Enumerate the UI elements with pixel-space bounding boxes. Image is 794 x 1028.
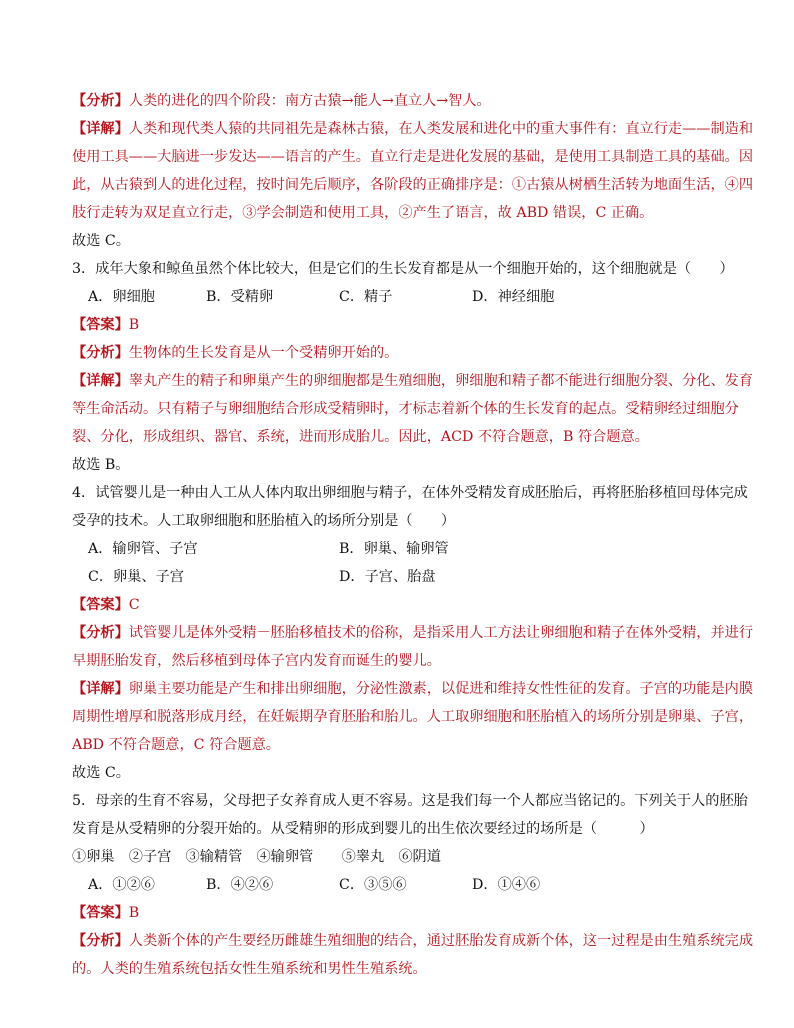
answer-tag: 【答案】: [72, 317, 129, 333]
q4-detail-line-3: ABD 不符合题意，C 符合题意。: [72, 737, 280, 753]
q4-analysis-text: 试管婴儿是体外受精－胚胎移植技术的俗称，是指采用人工方法让卵细胞和精子在体外受精，并进行: [128, 625, 754, 641]
q4-stem-line-2: 受孕的技术。人工取卵细胞和胚胎植入的场所分别是（ ）: [72, 513, 456, 529]
q2-detail-line-2: 使用工具——大脑进一步发达——语言的产生。直立行走是进化发展的基础，是使用工具制造工具的基础。因: [72, 149, 754, 165]
q5-option-b: B．④②⑥: [206, 877, 274, 893]
q5-option-a: A．①②⑥: [88, 877, 155, 893]
analysis-tag: 【分析】: [72, 345, 129, 361]
answer-tag: 【答案】: [72, 905, 129, 921]
q5-items: ①卵巢 ②子宫 ③输精管 ④输卵管 ⑤睾丸 ⑥阴道: [72, 849, 441, 865]
q4-detail-line-2: 周期性增厚和脱落形成月经，在妊娠期孕育胚胎和胎儿。人工取卵细胞和胚胎植入的场所分别是卵巢、子宫，: [72, 709, 754, 725]
detail-tag: 【详解】: [72, 121, 129, 137]
q3-option-b: B．受精卵: [206, 289, 274, 305]
q4-option-b: B．卵巢、输卵管: [339, 541, 449, 557]
q5-answer: B: [128, 905, 140, 921]
q3-answer: B: [128, 317, 140, 333]
q3-detail-text: 睾丸产生的精子和卵巢产生的卵细胞都是生殖细胞，卵细胞和精子都不能进行细胞分裂、分化、发育: [128, 373, 754, 389]
q4-conclusion: 故选 C。: [72, 765, 130, 781]
analysis-tag: 【分析】: [72, 625, 129, 641]
q2-detail-line-4: 肢行走转为双足直立行走，③学会制造和使用工具，②产生了语言，故 ABD 错误，C 正确。: [72, 205, 654, 221]
detail-tag: 【详解】: [72, 681, 129, 697]
q4-option-a: A．输卵管、子宫: [88, 541, 198, 557]
q4-answer: C: [128, 597, 140, 613]
analysis-tag: 【分析】: [72, 933, 129, 949]
q3-answer-line: [72, 312, 139, 338]
q4-analysis-line-2: 早期胚胎发育，然后移植到母体子宫内发育而诞生的婴儿。: [72, 653, 441, 669]
q3-analysis-text: 生物体的生长发育是从一个受精卵开始的。: [128, 345, 399, 361]
q5-analysis-line-1: [72, 928, 753, 954]
q4-stem-line-1: 4．试管婴儿是一种由人工从人体内取出卵细胞与精子，在体外受精发育成胚胎后，再将胚胎移植回母体完成: [72, 485, 748, 501]
q5-analysis-text: 人类新个体的产生要经历雌雄生殖细胞的结合，通过胚胎发育成新个体，这一过程是由生殖系统完成: [128, 933, 754, 949]
q2-analysis-line: [72, 88, 491, 114]
q3-detail-line-2: 等生命活动。只有精子与卵细胞结合形成受精卵时，才标志着新个体的生长发育的起点。受精卵经过细胞分: [72, 401, 739, 417]
analysis-tag: 【分析】: [72, 93, 129, 109]
q3-conclusion: 故选 B。: [72, 457, 130, 473]
q5-stem-line-1: 5．母亲的生育不容易，父母把子女养育成人更不容易。这是我们每一个人都应当铭记的。下列关于人的胚胎: [72, 793, 748, 809]
q3-detail-line-1: [72, 368, 753, 394]
q5-answer-line: [72, 900, 139, 926]
q2-conclusion: 故选 C。: [72, 233, 130, 249]
q3-option-c: C．精子: [339, 289, 393, 305]
q4-option-d: D．子宫、胎盘: [339, 569, 436, 585]
q4-option-c: C．卵巢、子宫: [88, 569, 184, 585]
q2-detail-line-1: [72, 116, 753, 142]
q2-detail-line-3: 此，从古猿到人的进化过程，按时间先后顺序，各阶段的正确排序是：①古猿从树栖生活转为地面生活，④四: [72, 177, 754, 193]
q2-detail-text: 人类和现代类人猿的共同祖先是森林古猿，在人类发展和进化中的重大事件有：直立行走——制造和: [128, 121, 754, 137]
q3-detail-line-3: 裂、分化，形成组织、器官、系统，进而形成胎儿。因此，ACD 不符合题意，B 符合题意。: [72, 429, 649, 445]
q4-detail-text: 卵巢主要功能是产生和排出卵细胞，分泌性激素，以促进和维持女性性征的发育。子宫的功能是内膜: [128, 681, 754, 697]
detail-tag: 【详解】: [72, 373, 129, 389]
q2-analysis-text: 人类的进化的四个阶段：南方古猿→能人→直立人→智人。: [128, 93, 491, 109]
q3-option-d: D．神经细胞: [472, 289, 555, 305]
answer-tag: 【答案】: [72, 597, 129, 613]
q4-detail-line-1: [72, 676, 753, 702]
q5-option-d: D．①④⑥: [472, 877, 541, 893]
q5-stem-line-2: 发育是从受精卵的分裂开始的。从受精卵的形成到婴儿的出生依次要经过的场所是（ ）: [72, 821, 654, 837]
q4-analysis-line-1: [72, 620, 753, 646]
q5-option-c: C．③⑤⑥: [339, 877, 407, 893]
q5-analysis-line-2: 的。人类的生殖系统包括女性生殖系统和男性生殖系统。: [72, 961, 427, 977]
q3-option-a: A．卵细胞: [88, 289, 155, 305]
q3-analysis-line: [72, 340, 398, 366]
q4-answer-line: [72, 592, 140, 618]
q3-stem: 3．成年大象和鲸鱼虽然个体比较大，但是它们的生长发育都是从一个细胞开始的，这个细胞就是（ ）: [72, 261, 734, 277]
